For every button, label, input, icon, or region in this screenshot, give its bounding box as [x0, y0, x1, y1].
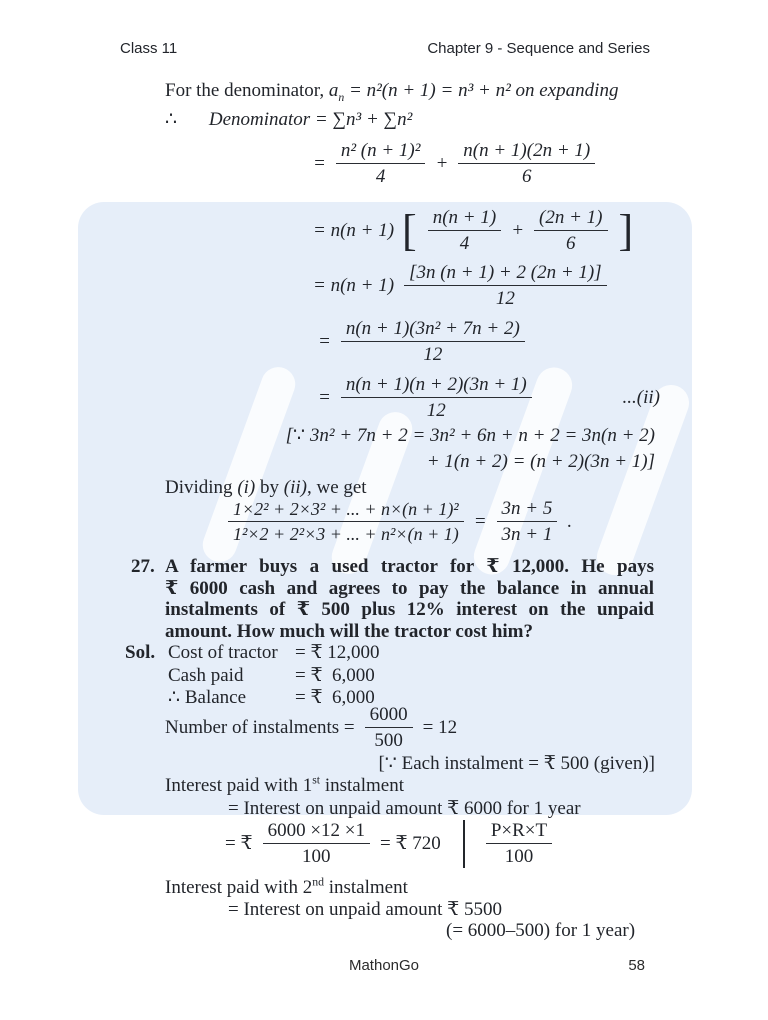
solution-value: = ₹ 6,000 [295, 664, 375, 686]
fraction [458, 140, 595, 188]
variable-a: a [328, 80, 339, 101]
interest-first-pre: Interest paid with 1 [165, 775, 313, 796]
interest-first-post: instalment [320, 775, 404, 796]
instalments-equation [165, 704, 457, 752]
fraction-numerator: n(n + 1) [428, 207, 501, 231]
fraction-numerator: n(n + 1)(3n² + 7n + 2) [341, 318, 525, 342]
divider-bar [463, 820, 465, 868]
denominator-identity: Denominator = ∑n³ + ∑n² [208, 109, 413, 130]
intro-line-1 [165, 80, 618, 105]
header-chapter-label: Chapter 9 - Sequence and Series [427, 40, 650, 57]
interest-second-pre: Interest paid with 2 [165, 877, 313, 898]
equation-lead: = n(n + 1) [313, 219, 395, 241]
interest-second-line [165, 877, 408, 900]
fraction [336, 140, 426, 188]
equation-quadratic-form [318, 318, 528, 366]
footer-page-number: 58 [628, 957, 645, 974]
ref-ii: (ii) [283, 477, 307, 498]
therefore-symbol: ∴ [165, 109, 178, 130]
solution-row [125, 665, 380, 688]
interest-calculation-equation [225, 820, 555, 868]
solution-value: = ₹ 12,000 [295, 642, 380, 663]
instalments-lead: Number of instalments = [165, 716, 355, 738]
fraction [263, 820, 370, 868]
fraction-denominator: 3n + 1 [501, 524, 553, 546]
solution-row [125, 642, 380, 665]
fraction-denominator: 6 [522, 166, 532, 188]
interest-first-line [165, 775, 404, 798]
period: . [567, 510, 573, 532]
footer-brand: MathonGo [348, 957, 420, 974]
subscript-n: n [338, 90, 345, 104]
dividing-statement [165, 477, 367, 500]
fraction-numerator: [3n (n + 1) + 2 (2n + 1)] [404, 262, 607, 286]
fraction-numerator: n(n + 1)(n + 2)(3n + 1) [341, 374, 532, 398]
fraction-denominator: 4 [459, 233, 470, 255]
solution-key: ∴ Balance [168, 687, 247, 708]
each-instalment-note: [∵ Each instalment = ₹ 500 (given)] [378, 753, 655, 774]
fraction-denominator: 1²×2 + 2²×3 + ... + n²×(n + 1) [233, 524, 459, 545]
dividing-text: Dividing [165, 477, 238, 498]
equation-result-ii [318, 374, 660, 422]
fraction-denominator: 100 [302, 846, 331, 868]
equals-sign: = [313, 152, 326, 174]
fraction-numerator: n(n + 1)(2n + 1) [458, 140, 595, 164]
equals-sign: = [473, 510, 487, 532]
intro-line-1-rest: = n²(n + 1) = n³ + n² on expanding [344, 80, 619, 101]
solution-label: Sol. [125, 642, 156, 663]
ordinal-suffix: nd [312, 875, 324, 889]
fraction-numerator: 6000 ×12 ×1 [263, 820, 370, 844]
question-line: instalments of ₹ 500 plus 12% interest on the unpaid [165, 599, 654, 621]
equals-sign: = [318, 386, 331, 408]
ref-i: (i) [237, 477, 256, 498]
ordinal-suffix: st [312, 773, 321, 787]
question-line: ₹ 6000 cash and agrees to pay the balance in annual [165, 577, 654, 599]
fraction-numerator: 6000 [365, 704, 413, 728]
interest-second-post: instalment [323, 877, 408, 898]
interest-second-note: (= 6000–500) for 1 year) [446, 920, 636, 941]
fraction [228, 499, 464, 544]
fraction-denominator: 100 [504, 846, 534, 868]
fraction [341, 318, 525, 366]
header-class-label: Class 11 [120, 40, 178, 57]
solution-key: Cost of tractor [168, 642, 278, 663]
fraction-denominator: 500 [374, 730, 403, 752]
intro-line-1-pre: For the denominator, [165, 80, 329, 101]
equation-result: = ₹ 720 [380, 833, 441, 855]
factorisation-note-line-1: [∵ 3n² + 7n + 2 = 3n² + 6n + n + 2 = 3n(n + 2) [285, 425, 655, 446]
equation-final-ratio [225, 498, 572, 546]
equation-sum-of-cubes-squares [313, 140, 598, 188]
solution-key: Cash paid [168, 664, 244, 686]
equals-sign: = [318, 330, 331, 352]
fraction [486, 820, 552, 868]
interest-first-detail: = Interest on unpaid amount ₹ 6000 for 1 year [228, 798, 581, 819]
equation-lead: = n(n + 1) [313, 274, 395, 296]
fraction-numerator: n² (n + 1)² [336, 140, 426, 164]
dividing-text: by [255, 477, 284, 498]
question-line: A farmer buys a used tractor for ₹ 12,000. He pays [165, 556, 654, 577]
fraction [428, 207, 501, 255]
fraction [404, 262, 607, 310]
fraction-denominator: 12 [423, 344, 443, 366]
intro-line-2 [165, 109, 412, 132]
instalments-result: = 12 [422, 716, 458, 738]
solution-value: = ₹ 6,000 [295, 687, 375, 708]
equation-factored-bracket: = n(n + 1) [ $\frac{n(n + 1)}{4}$ + $\frac{(2n + 1)}{6}$ ] [313, 205, 634, 255]
fraction-numerator: 3n + 5 [497, 498, 558, 522]
plus-sign: + [511, 219, 525, 241]
equation-lead: = ₹ [225, 833, 253, 855]
fraction-numerator: (2n + 1) [534, 207, 607, 231]
question-27-text [165, 556, 654, 642]
fraction [341, 374, 532, 422]
fraction [534, 207, 607, 255]
fraction-numerator: P×R×T [486, 820, 552, 844]
fraction-denominator: 4 [375, 166, 386, 188]
fraction-denominator: 12 [495, 288, 515, 310]
solution-block [125, 642, 380, 710]
fraction-numerator: 1×2² + 2×3² + ... + n×(n + 1)² [228, 499, 464, 522]
interest-second-detail: = Interest on unpaid amount ₹ 5500 [228, 899, 502, 920]
equation-label-ii: ...(ii) [622, 386, 660, 408]
factorisation-note-line-2: + 1(n + 2) = (n + 2)(3n + 1)] [426, 451, 655, 472]
question-number: 27. [131, 556, 155, 577]
question-line: amount. How much will the tractor cost him? [165, 620, 534, 642]
fraction-denominator: 12 [426, 400, 446, 422]
equation-over-twelve [313, 262, 610, 310]
plus-sign: + [435, 152, 449, 174]
fraction-denominator: 6 [566, 233, 576, 255]
dividing-text: , we get [306, 477, 367, 498]
fraction [365, 704, 413, 752]
fraction [497, 498, 558, 546]
